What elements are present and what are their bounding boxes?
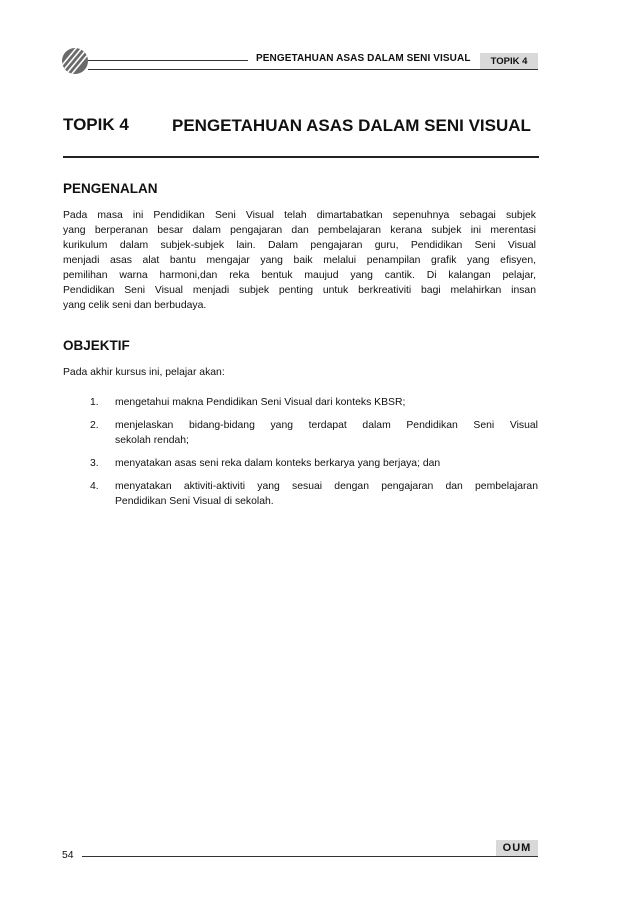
footer-brand-tab: OUM [496,840,538,856]
list-item [90,479,538,509]
footer-rule [82,856,538,857]
intro-line: yang berperanan besar dalam pengajaran dan pembelajaran kerana subjek ini merentasi [63,225,536,236]
objectives-list [90,395,538,517]
list-item-number: 1. [90,397,99,408]
list-item-number: 2. [90,420,99,431]
topic-title: PENGETAHUAN ASAS DALAM SENI VISUAL [172,116,531,135]
list-item-number: 3. [90,458,99,469]
header-rule [88,69,538,70]
list-item-text: menjelaskan bidang-bidang yang terdapat dalam Pendidikan Seni Visual [115,420,538,431]
topic-rule [63,156,539,158]
list-item [90,418,538,448]
oum-logo-icon [60,46,90,76]
intro-line: kurikulum dalam subjek-subjek lain. Dalam pengajaran guru, Pendidikan Seni Visual [63,240,536,251]
list-item-number: 4. [90,481,99,492]
header-rule-left [88,60,248,61]
intro-line: menjadi asas alat bantu mengajar yang baik melalui penampilan grafik yang efisyen, [63,255,536,266]
intro-line: Pada masa ini Pendidikan Seni Visual telah dimartabatkan sepenuhnya sebagai subjek [63,210,536,221]
list-item-text: sekolah rendah; [115,435,189,446]
intro-paragraph [63,208,536,313]
intro-line: pemilihan warna harmoni,dan reka bentuk maujud yang cantik. Di kalangan pelajar, [63,270,536,281]
objectives-heading: OBJEKTIF [63,338,130,353]
list-item-text: menyatakan aktiviti-aktiviti yang sesuai dengan pengajaran dan pembelajaran [115,481,538,492]
objectives-lead: Pada akhir kursus ini, pelajar akan: [63,367,225,378]
list-item [90,395,538,410]
topic-number: TOPIK 4 [63,115,129,134]
list-item [90,456,538,471]
list-item-text: Pendidikan Seni Visual di sekolah. [115,496,274,507]
intro-line: yang celik seni dan berbudaya. [63,300,207,311]
list-item-text: mengetahui makna Pendidikan Seni Visual dari konteks KBSR; [115,397,406,408]
intro-line: Pendidikan Seni Visual menjadi subjek penting untuk berkreativiti bagi melahirkan insan [63,285,536,296]
running-header-title: PENGETAHUAN ASAS DALAM SENI VISUAL [256,53,471,64]
header-topic-tab: TOPIK 4 [480,53,538,69]
list-item-text: menyatakan asas seni reka dalam konteks berkarya yang berjaya; dan [115,458,441,469]
intro-heading: PENGENALAN [63,181,158,196]
page-number: 54 [62,850,74,861]
